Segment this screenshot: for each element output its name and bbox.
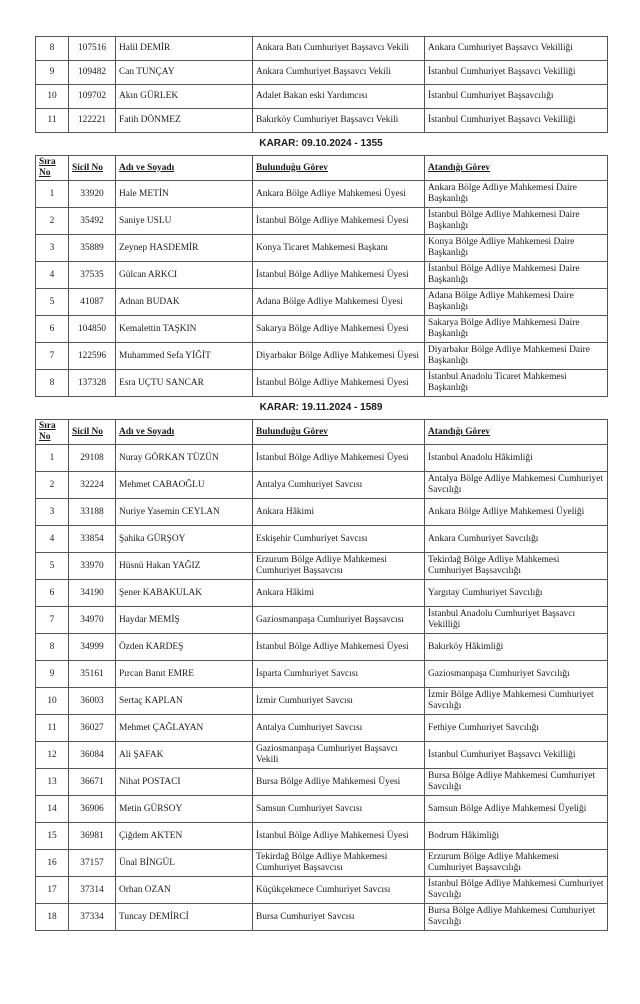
table-row xyxy=(36,742,608,769)
cell-adi-soyadi: Saniye USLU xyxy=(116,208,253,235)
table-row xyxy=(36,109,608,133)
cell-bulundugu-gorev: İstanbul Bölge Adliye Mahkemesi Üyesi xyxy=(253,823,425,850)
table-row xyxy=(36,85,608,109)
cell-bulundugu-gorev: Bursa Cumhuriyet Savcısı xyxy=(253,904,425,931)
cell-atandigi-gorev: İstanbul Anadolu Cumhuriyet Başsavcı Vekilliği xyxy=(425,607,608,634)
cell-atandigi-gorev: Adana Bölge Adliye Mahkemesi Daire Başkanlığı xyxy=(425,289,608,316)
table-row xyxy=(36,688,608,715)
cell-atandigi-gorev: Bursa Bölge Adliye Mahkemesi Cumhuriyet Savcılığı xyxy=(425,904,608,931)
cell-bulundugu-gorev: Erzurum Bölge Adliye Mahkemesi Cumhuriyet Başsavcısı xyxy=(253,553,425,580)
cell-adi-soyadi: Gülcan ARKCI xyxy=(116,262,253,289)
table-row xyxy=(36,472,608,499)
cell-sira-no: 2 xyxy=(36,208,69,235)
cell-atandigi-gorev: Yargıtay Cumhuriyet Savcılığı xyxy=(425,580,608,607)
cell-sicil-no: 34970 xyxy=(69,607,116,634)
cell-adi-soyadi: Mehmet CABAOĞLU xyxy=(116,472,253,499)
cell-adi-soyadi: Haydar MEMİŞ xyxy=(116,607,253,634)
cell-atandigi-gorev: Bursa Bölge Adliye Mahkemesi Cumhuriyet Savcılığı xyxy=(425,769,608,796)
cell-bulundugu-gorev: İzmir Cumhuriyet Savcısı xyxy=(253,688,425,715)
appointments-table-3 xyxy=(35,419,608,931)
cell-adi-soyadi: Nuriye Yasemin CEYLAN xyxy=(116,499,253,526)
cell-adi-soyadi: Şener KABAKULAK xyxy=(116,580,253,607)
table-row xyxy=(36,181,608,208)
cell-sicil-no: 35889 xyxy=(69,235,116,262)
cell-bulundugu-gorev: Ankara Hâkimi xyxy=(253,499,425,526)
cell-atandigi-gorev: Sakarya Bölge Adliye Mahkemesi Daire Başkanlığı xyxy=(425,316,608,343)
cell-atandigi-gorev: Bakırköy Hâkimliği xyxy=(425,634,608,661)
cell-bulundugu-gorev: İstanbul Bölge Adliye Mahkemesi Üyesi xyxy=(253,445,425,472)
header-bulundugu-gorev: Bulunduğu Görev xyxy=(253,156,425,181)
cell-bulundugu-gorev: Konya Ticaret Mahkemesi Başkanı xyxy=(253,235,425,262)
cell-bulundugu-gorev: Antalya Cumhuriyet Savcısı xyxy=(253,715,425,742)
cell-atandigi-gorev: Samsun Bölge Adliye Mahkemesi Üyeliği xyxy=(425,796,608,823)
header-atandigi-gorev: Atandığı Görev xyxy=(425,420,608,445)
table-row xyxy=(36,715,608,742)
cell-sicil-no: 33970 xyxy=(69,553,116,580)
cell-atandigi-gorev: Gaziosmanpaşa Cumhuriyet Savcılığı xyxy=(425,661,608,688)
cell-sira-no: 11 xyxy=(36,715,69,742)
cell-adi-soyadi: Metin GÜRSOY xyxy=(116,796,253,823)
cell-bulundugu-gorev: Bursa Bölge Adliye Mahkemesi Üyesi xyxy=(253,769,425,796)
cell-bulundugu-gorev: Sakarya Bölge Adliye Mahkemesi Üyesi xyxy=(253,316,425,343)
cell-sicil-no: 35161 xyxy=(69,661,116,688)
cell-sicil-no: 36906 xyxy=(69,796,116,823)
cell-sicil-no: 41087 xyxy=(69,289,116,316)
cell-atandigi-gorev: İstanbul Cumhuriyet Başsavcı Vekilliği xyxy=(425,61,608,85)
cell-adi-soyadi: Kemalettin TAŞKIN xyxy=(116,316,253,343)
cell-adi-soyadi: Sertaç KAPLAN xyxy=(116,688,253,715)
cell-bulundugu-gorev: Antalya Cumhuriyet Savcısı xyxy=(253,472,425,499)
cell-atandigi-gorev: İstanbul Cumhuriyet Başsavcı Vekilliği xyxy=(425,109,608,133)
cell-bulundugu-gorev: Ankara Hâkimi xyxy=(253,580,425,607)
cell-adi-soyadi: Nihat POSTACI xyxy=(116,769,253,796)
cell-sicil-no: 107516 xyxy=(69,37,116,61)
table-row xyxy=(36,289,608,316)
cell-sicil-no: 109482 xyxy=(69,61,116,85)
cell-bulundugu-gorev: Eskişehir Cumhuriyet Savcısı xyxy=(253,526,425,553)
cell-adi-soyadi: Ünal BİNGÜL xyxy=(116,850,253,877)
cell-sicil-no: 35492 xyxy=(69,208,116,235)
table-row xyxy=(36,634,608,661)
cell-sira-no: 3 xyxy=(36,235,69,262)
cell-adi-soyadi: Hüsnü Hakan YAĞIZ xyxy=(116,553,253,580)
table-row xyxy=(36,37,608,61)
table-header-row xyxy=(36,420,608,445)
cell-atandigi-gorev: Fethiye Cumhuriyet Savcılığı xyxy=(425,715,608,742)
cell-sicil-no: 36981 xyxy=(69,823,116,850)
cell-adi-soyadi: Halil DEMİR xyxy=(116,37,253,61)
table-row xyxy=(36,316,608,343)
cell-atandigi-gorev: Diyarbakır Bölge Adliye Mahkemesi Daire Başkanlığı xyxy=(425,343,608,370)
cell-sira-no: 16 xyxy=(36,850,69,877)
header-adi-soyadi: Adı ve Soyadı xyxy=(116,156,253,181)
cell-sira-no: 15 xyxy=(36,823,69,850)
cell-sicil-no: 33854 xyxy=(69,526,116,553)
cell-atandigi-gorev: İstanbul Anadolu Ticaret Mahkemesi Başkanlığı xyxy=(425,370,608,397)
decision-heading-2: KARAR: 19.11.2024 - 1589 xyxy=(259,402,383,413)
cell-sicil-no: 36027 xyxy=(69,715,116,742)
cell-adi-soyadi: Adnan BUDAK xyxy=(116,289,253,316)
header-sira-no: Sıra No xyxy=(36,156,69,181)
cell-atandigi-gorev: İstanbul Bölge Adliye Mahkemesi Daire Başkanlığı xyxy=(425,208,608,235)
cell-bulundugu-gorev: Ankara Cumhuriyet Başsavcı Vekili xyxy=(253,61,425,85)
cell-bulundugu-gorev: Tekirdağ Bölge Adliye Mahkemesi Cumhuriyet Başsavcısı xyxy=(253,850,425,877)
cell-atandigi-gorev: Tekirdağ Bölge Adliye Mahkemesi Cumhuriyet Başsavcılığı xyxy=(425,553,608,580)
cell-adi-soyadi: Pırcan Banıt EMRE xyxy=(116,661,253,688)
cell-adi-soyadi: Ali ŞAFAK xyxy=(116,742,253,769)
cell-sira-no: 10 xyxy=(36,85,69,109)
cell-adi-soyadi: Nuray GÖRKAN TÜZÜN xyxy=(116,445,253,472)
cell-adi-soyadi: Esra UÇTU SANCAR xyxy=(116,370,253,397)
cell-atandigi-gorev: İstanbul Bölge Adliye Mahkemesi Daire Başkanlığı xyxy=(425,262,608,289)
cell-sicil-no: 34190 xyxy=(69,580,116,607)
cell-sira-no: 7 xyxy=(36,607,69,634)
cell-sicil-no: 36003 xyxy=(69,688,116,715)
cell-adi-soyadi: Mehmet ÇAĞLAYAN xyxy=(116,715,253,742)
cell-sira-no: 6 xyxy=(36,316,69,343)
cell-bulundugu-gorev: Küçükçekmece Cumhuriyet Savcısı xyxy=(253,877,425,904)
table-row xyxy=(36,850,608,877)
cell-sira-no: 14 xyxy=(36,796,69,823)
cell-bulundugu-gorev: İstanbul Bölge Adliye Mahkemesi Üyesi xyxy=(253,208,425,235)
table-row xyxy=(36,370,608,397)
cell-atandigi-gorev: Erzurum Bölge Adliye Mahkemesi Cumhuriyet Başsavcılığı xyxy=(425,850,608,877)
table-row xyxy=(36,499,608,526)
cell-adi-soyadi: Can TUNÇAY xyxy=(116,61,253,85)
cell-bulundugu-gorev: Bakırköy Cumhuriyet Başsavcı Vekili xyxy=(253,109,425,133)
cell-sira-no: 1 xyxy=(36,445,69,472)
table-body xyxy=(36,37,608,133)
table-row xyxy=(36,580,608,607)
cell-atandigi-gorev: İstanbul Cumhuriyet Başsavcı Vekilliği xyxy=(425,742,608,769)
table-row xyxy=(36,445,608,472)
cell-adi-soyadi: Çiğdem AKTEN xyxy=(116,823,253,850)
cell-adi-soyadi: Muhammed Sefa YİĞİT xyxy=(116,343,253,370)
cell-atandigi-gorev: İstanbul Bölge Adliye Mahkemesi Cumhuriyet Savcılığı xyxy=(425,877,608,904)
header-atandigi-gorev: Atandığı Görev xyxy=(425,156,608,181)
cell-bulundugu-gorev: Diyarbakır Bölge Adliye Mahkemesi Üyesi xyxy=(253,343,425,370)
cell-bulundugu-gorev: Adalet Bakan eski Yardımcısı xyxy=(253,85,425,109)
table-row xyxy=(36,61,608,85)
cell-sicil-no: 36671 xyxy=(69,769,116,796)
table-row xyxy=(36,235,608,262)
appointments-table-1 xyxy=(35,36,608,133)
cell-bulundugu-gorev: Ankara Bölge Adliye Mahkemesi Üyesi xyxy=(253,181,425,208)
table-header-row xyxy=(36,156,608,181)
appointments-table-2 xyxy=(35,155,608,397)
cell-sira-no: 17 xyxy=(36,877,69,904)
cell-sira-no: 9 xyxy=(36,661,69,688)
cell-sicil-no: 122221 xyxy=(69,109,116,133)
cell-sira-no: 7 xyxy=(36,343,69,370)
table-row xyxy=(36,607,608,634)
cell-atandigi-gorev: Antalya Bölge Adliye Mahkemesi Cumhuriyet Savcılığı xyxy=(425,472,608,499)
cell-sira-no: 13 xyxy=(36,769,69,796)
cell-bulundugu-gorev: Gaziosmanpaşa Cumhuriyet Başsavcısı xyxy=(253,607,425,634)
cell-sicil-no: 109702 xyxy=(69,85,116,109)
cell-atandigi-gorev: Ankara Bölge Adliye Mahkemesi Üyeliği xyxy=(425,499,608,526)
header-sira-no: Sıra No xyxy=(36,420,69,445)
cell-sira-no: 4 xyxy=(36,262,69,289)
header-sicil-no: Sicil No xyxy=(69,420,116,445)
table-row xyxy=(36,526,608,553)
cell-atandigi-gorev: İzmir Bölge Adliye Mahkemesi Cumhuriyet Savcılığı xyxy=(425,688,608,715)
cell-sira-no: 10 xyxy=(36,688,69,715)
cell-sira-no: 11 xyxy=(36,109,69,133)
cell-sira-no: 6 xyxy=(36,580,69,607)
cell-atandigi-gorev: Ankara Bölge Adliye Mahkemesi Daire Başkanlığı xyxy=(425,181,608,208)
cell-sira-no: 5 xyxy=(36,289,69,316)
cell-adi-soyadi: Zeynep HASDEMİR xyxy=(116,235,253,262)
cell-bulundugu-gorev: Adana Bölge Adliye Mahkemesi Üyesi xyxy=(253,289,425,316)
cell-sira-no: 1 xyxy=(36,181,69,208)
cell-sicil-no: 34999 xyxy=(69,634,116,661)
header-adi-soyadi: Adı ve Soyadı xyxy=(116,420,253,445)
cell-sicil-no: 36084 xyxy=(69,742,116,769)
cell-adi-soyadi: Şahika GÜRŞOY xyxy=(116,526,253,553)
cell-bulundugu-gorev: İsparta Cumhuriyet Savcısı xyxy=(253,661,425,688)
cell-bulundugu-gorev: İstanbul Bölge Adliye Mahkemesi Üyesi xyxy=(253,262,425,289)
cell-adi-soyadi: Orhan OZAN xyxy=(116,877,253,904)
document-page xyxy=(35,36,607,931)
table-row xyxy=(36,877,608,904)
cell-adi-soyadi: Akın GÜRLEK xyxy=(116,85,253,109)
cell-adi-soyadi: Özden KARDEŞ xyxy=(116,634,253,661)
table-body xyxy=(36,181,608,397)
cell-sira-no: 4 xyxy=(36,526,69,553)
cell-bulundugu-gorev: Gaziosmanpaşa Cumhuriyet Başsavcı Vekili xyxy=(253,742,425,769)
cell-atandigi-gorev: İstanbul Anadolu Hâkimliği xyxy=(425,445,608,472)
decision-heading-1: KARAR: 09.10.2024 - 1355 xyxy=(259,138,383,149)
table-row xyxy=(36,769,608,796)
cell-sicil-no: 37334 xyxy=(69,904,116,931)
cell-atandigi-gorev: Ankara Cumhuriyet Başsavcı Vekilliği xyxy=(425,37,608,61)
cell-sicil-no: 37535 xyxy=(69,262,116,289)
cell-sicil-no: 33920 xyxy=(69,181,116,208)
cell-atandigi-gorev: İstanbul Cumhuriyet Başsavcılığı xyxy=(425,85,608,109)
cell-bulundugu-gorev: İstanbul Bölge Adliye Mahkemesi Üyesi xyxy=(253,370,425,397)
table-row xyxy=(36,904,608,931)
header-sicil-no: Sicil No xyxy=(69,156,116,181)
cell-adi-soyadi: Fatih DÖNMEZ xyxy=(116,109,253,133)
cell-atandigi-gorev: Ankara Cumhuriyet Savcılığı xyxy=(425,526,608,553)
cell-sicil-no: 104850 xyxy=(69,316,116,343)
cell-sira-no: 8 xyxy=(36,634,69,661)
cell-sicil-no: 37157 xyxy=(69,850,116,877)
table-row xyxy=(36,796,608,823)
cell-sira-no: 2 xyxy=(36,472,69,499)
table-row xyxy=(36,823,608,850)
table-row xyxy=(36,262,608,289)
cell-sira-no: 12 xyxy=(36,742,69,769)
cell-sira-no: 18 xyxy=(36,904,69,931)
cell-sira-no: 5 xyxy=(36,553,69,580)
table-row xyxy=(36,553,608,580)
header-bulundugu-gorev: Bulunduğu Görev xyxy=(253,420,425,445)
cell-sicil-no: 122596 xyxy=(69,343,116,370)
cell-sira-no: 9 xyxy=(36,61,69,85)
cell-bulundugu-gorev: Ankara Batı Cumhuriyet Başsavcı Vekili xyxy=(253,37,425,61)
cell-sicil-no: 33188 xyxy=(69,499,116,526)
table-row xyxy=(36,343,608,370)
cell-sira-no: 3 xyxy=(36,499,69,526)
cell-sira-no: 8 xyxy=(36,37,69,61)
cell-sicil-no: 137328 xyxy=(69,370,116,397)
cell-bulundugu-gorev: İstanbul Bölge Adliye Mahkemesi Üyesi xyxy=(253,634,425,661)
table-row xyxy=(36,208,608,235)
table-body xyxy=(36,445,608,931)
cell-sicil-no: 29108 xyxy=(69,445,116,472)
cell-bulundugu-gorev: Samsun Cumhuriyet Savcısı xyxy=(253,796,425,823)
cell-atandigi-gorev: Bodrum Hâkimliği xyxy=(425,823,608,850)
cell-sira-no: 8 xyxy=(36,370,69,397)
cell-sicil-no: 37314 xyxy=(69,877,116,904)
cell-adi-soyadi: Tuncay DEMİRCİ xyxy=(116,904,253,931)
cell-adi-soyadi: Hale METİN xyxy=(116,181,253,208)
cell-atandigi-gorev: Konya Bölge Adliye Mahkemesi Daire Başkanlığı xyxy=(425,235,608,262)
table-row xyxy=(36,661,608,688)
cell-sicil-no: 32224 xyxy=(69,472,116,499)
